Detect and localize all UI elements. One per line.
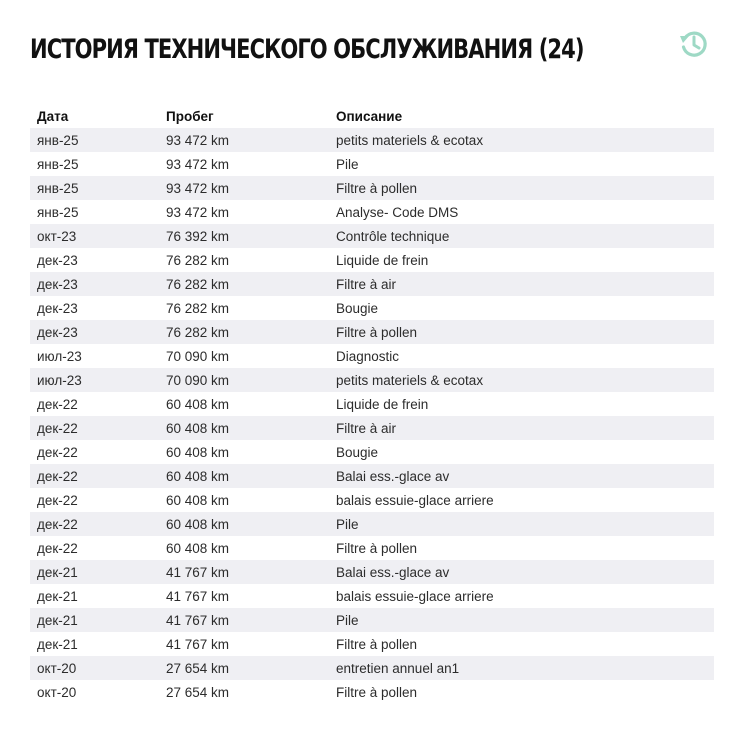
row-mileage: 76 282 km — [166, 300, 230, 316]
table-body — [30, 128, 714, 704]
history-clock-icon[interactable] — [678, 28, 710, 60]
row-date: дек-23 — [37, 324, 78, 340]
table-row — [30, 320, 714, 344]
row-mileage: 76 282 km — [166, 276, 230, 292]
row-mileage: 27 654 km — [166, 660, 230, 676]
row-description: balais essuie-glace arriere — [336, 588, 494, 604]
row-date: июл-23 — [37, 372, 82, 388]
row-description: petits materiels & ecotax — [336, 372, 484, 388]
row-description: Pile — [336, 156, 359, 172]
row-mileage: 27 654 km — [166, 684, 230, 700]
row-description: Pile — [336, 516, 359, 532]
row-date: дек-23 — [37, 300, 78, 316]
table-row — [30, 656, 714, 680]
row-date: янв-25 — [37, 180, 79, 196]
row-date: янв-25 — [37, 156, 79, 172]
row-description: Analyse- Code DMS — [336, 204, 459, 220]
row-date: дек-22 — [37, 516, 78, 532]
row-mileage: 41 767 km — [166, 612, 230, 628]
row-mileage: 60 408 km — [166, 420, 230, 436]
row-date: дек-22 — [37, 468, 78, 484]
table-header-row — [30, 104, 714, 128]
row-mileage: 93 472 km — [166, 204, 230, 220]
row-mileage: 76 282 km — [166, 324, 230, 340]
maintenance-table — [30, 104, 714, 704]
row-date: окт-20 — [37, 684, 77, 700]
row-date: дек-21 — [37, 636, 78, 652]
row-mileage: 76 392 km — [166, 228, 230, 244]
row-mileage: 60 408 km — [166, 540, 230, 556]
table-row — [30, 512, 714, 536]
row-mileage: 60 408 km — [166, 516, 230, 532]
row-date: дек-23 — [37, 252, 78, 268]
table-row — [30, 680, 714, 704]
table-row — [30, 464, 714, 488]
row-date: окт-20 — [37, 660, 77, 676]
row-description: Bougie — [336, 300, 379, 316]
row-description: Filtre à pollen — [336, 324, 418, 340]
table-row — [30, 392, 714, 416]
table-row — [30, 368, 714, 392]
row-description: Filtre à air — [336, 420, 397, 436]
row-date: дек-23 — [37, 276, 78, 292]
row-date: дек-22 — [37, 420, 78, 436]
table-row — [30, 440, 714, 464]
row-description: Filtre à pollen — [336, 540, 418, 556]
row-mileage: 41 767 km — [166, 588, 230, 604]
row-mileage: 93 472 km — [166, 156, 230, 172]
row-description: Balai ess.-glace av — [336, 468, 450, 484]
table-row — [30, 560, 714, 584]
table-row — [30, 248, 714, 272]
row-description: Diagnostic — [336, 348, 400, 364]
row-date: дек-22 — [37, 492, 78, 508]
table-row — [30, 608, 714, 632]
row-mileage: 60 408 km — [166, 492, 230, 508]
row-mileage: 60 408 km — [166, 444, 230, 460]
row-mileage: 93 472 km — [166, 180, 230, 196]
row-description: Bougie — [336, 444, 379, 460]
row-description: Filtre à pollen — [336, 684, 418, 700]
row-mileage: 41 767 km — [166, 636, 230, 652]
column-header-mileage: Пробег — [166, 108, 214, 124]
row-description: Liquide de frein — [336, 252, 429, 268]
row-date: дек-22 — [37, 396, 78, 412]
table-row — [30, 200, 714, 224]
table-row — [30, 488, 714, 512]
table-row — [30, 416, 714, 440]
row-date: окт-23 — [37, 228, 77, 244]
table-row — [30, 152, 714, 176]
table-row — [30, 224, 714, 248]
table-row — [30, 296, 714, 320]
row-description: Filtre à pollen — [336, 180, 418, 196]
row-date: дек-22 — [37, 540, 78, 556]
page-header — [30, 28, 720, 72]
row-date: июл-23 — [37, 348, 82, 364]
table-row — [30, 344, 714, 368]
row-mileage: 60 408 km — [166, 468, 230, 484]
table-row — [30, 128, 714, 152]
table-row — [30, 176, 714, 200]
table-row — [30, 272, 714, 296]
row-date: дек-21 — [37, 612, 78, 628]
row-mileage: 76 282 km — [166, 252, 230, 268]
table-row — [30, 536, 714, 560]
table-row — [30, 584, 714, 608]
row-description: balais essuie-glace arriere — [336, 492, 494, 508]
row-description: Pile — [336, 612, 359, 628]
row-mileage: 70 090 km — [166, 372, 230, 388]
row-date: дек-21 — [37, 564, 78, 580]
row-date: янв-25 — [37, 132, 79, 148]
row-description: Liquide de frein — [336, 396, 429, 412]
row-date: дек-21 — [37, 588, 78, 604]
column-header-description: Описание — [336, 108, 403, 124]
row-date: дек-22 — [37, 444, 78, 460]
table-row — [30, 632, 714, 656]
row-description: Contrôle technique — [336, 228, 450, 244]
row-description: entretien annuel an1 — [336, 660, 460, 676]
row-description: Balai ess.-glace av — [336, 564, 450, 580]
row-description: Filtre à pollen — [336, 636, 418, 652]
row-mileage: 93 472 km — [166, 132, 230, 148]
page-title: ИСТОРИЯ ТЕХНИЧЕСКОГО ОБСЛУЖИВАНИЯ (24) — [30, 34, 584, 65]
row-mileage: 70 090 km — [166, 348, 230, 364]
row-mileage: 60 408 km — [166, 396, 230, 412]
row-description: Filtre à air — [336, 276, 397, 292]
column-header-date: Дата — [37, 108, 69, 124]
row-date: янв-25 — [37, 204, 79, 220]
row-mileage: 41 767 km — [166, 564, 230, 580]
row-description: petits materiels & ecotax — [336, 132, 484, 148]
